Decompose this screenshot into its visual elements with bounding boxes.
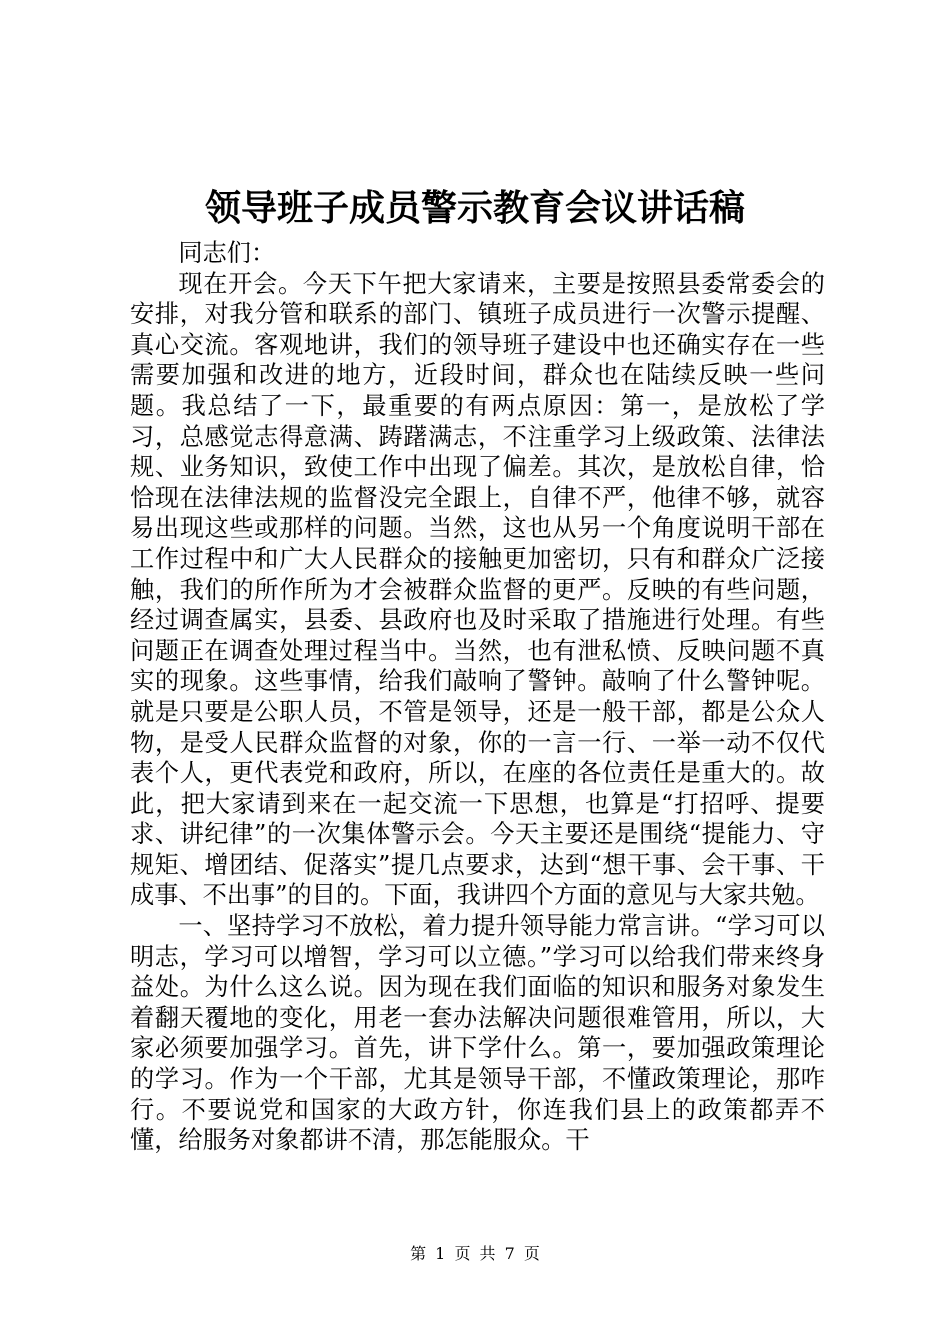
page-number-footer: 第 1 页 共 7 页 [410,1244,540,1263]
paragraph-2: 一、坚持学习不放松，着力提升领导能力常言讲。“学习可以明志，学习可以增智，学习可以立德。”学习可以给我们带来终身益处。为什么这么说。因为现在我们面临的知识和服务对象发生着翻天覆地的变化，用老一套办法解决问题很难管用，所以，大家必须要加强学习。首先，讲下学什么。第一，要加强政策理论的学习。作为一个干部，尤其是领导干部，不懂政策理论，那咋行。不要说党和国家的大政方针，你连我们县上的政策都弄不懂，给服务对象都讲不清，那怎能服众。干 [130,912,825,1155]
salutation: 同志们： [178,239,276,267]
paragraph-1: 现在开会。今天下午把大家请来，主要是按照县委常委会的安排，对我分管和联系的部门、镇班子成员进行一次警示提醒、真心交流。客观地讲，我们的领导班子建设中也还确实存在一些需要加强和改进的地方，近段时间，群众也在陆续反映一些问题。我总结了一下，最重要的有两点原因：第一，是放松了学习，总感觉志得意满、踌躇满志，不注重学习上级政策、法律法规、业务知识，致使工作中出现了偏差。其次，是放松自律，恰恰现在法律法规的监督没完全跟上，自律不严，他律不够，就容易出现这些或那样的问题。当然，这也从另一个角度说明干部在工作过程中和广大人民群众的接触更加密切，只有和群众广泛接触，我们的所作所为才会被群众监督的更严。反映的有些问题，经过调查属实，县委、县政府也及时采取了措施进行处理。有些问题正在调查处理过程当中。当然，也有泄私愤、反映问题不真实的现象。这些事情，给我们敲响了警钟。敲响了什么警钟呢。就是只要是公职人员，不管是领导，还是一般干部，都是公众人物，是受人民群众监督的对象，你的一言一行、一举一动不仅代表个人，更代表党和政府，所以，在座的各位责任是重大的。故此，把大家请到来在一起交流一下思想，也算是“打招呼、提要求、讲纪律”的一次集体警示会。今天主要还是围绕“提能力、守规矩、增团结、促落实”提几点要求，达到“想干事、会干事、干成事、不出事”的目的。下面，我讲四个方面的意见与大家共勉。 [130,269,825,910]
document-body [130,238,825,1156]
document-title: 领导班子成员警示教育会议讲话稿 [204,187,745,229]
